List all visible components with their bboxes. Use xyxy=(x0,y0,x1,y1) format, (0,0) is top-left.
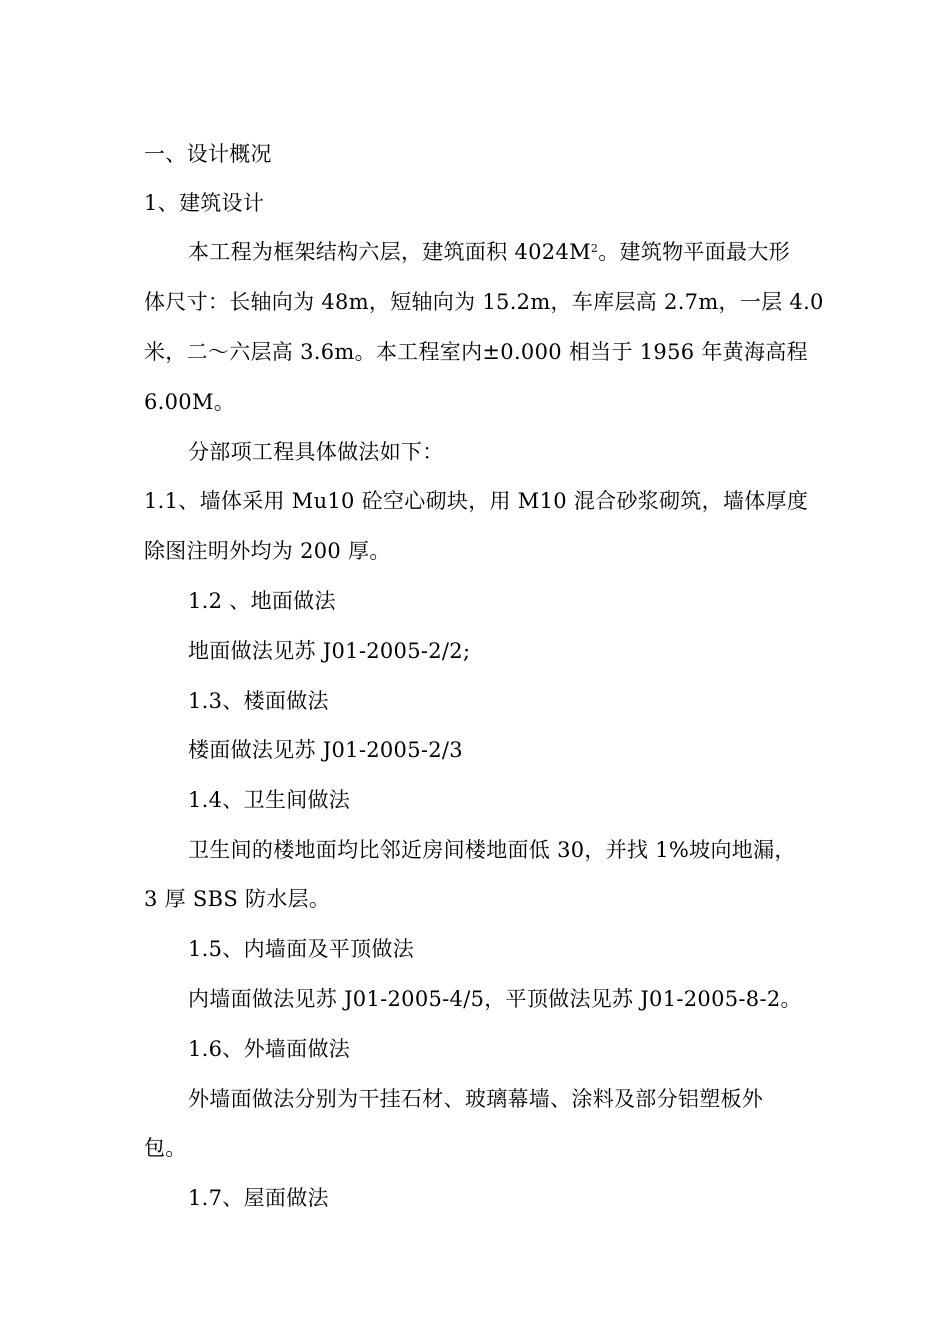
item-heading: 1.2 、地面做法 xyxy=(188,589,336,613)
item-text: 外墙面做法分别为干挂石材、玻璃幕墙、涂料及部分铝塑板外 xyxy=(188,1087,764,1111)
item-heading: 1.4、卫生间做法 xyxy=(188,788,351,812)
paragraph-line: 分部项工程具体做法如下： xyxy=(188,440,444,464)
item-text: 卫生间的楼地面均比邻近房间楼地面低 30，并找 1%坡向地漏， xyxy=(188,838,796,862)
text-run: 。建筑物平面最大形 xyxy=(598,240,790,264)
paragraph-line: 除图注明外均为 200 厚。 xyxy=(144,539,391,563)
item-heading: 1.7、屋面做法 xyxy=(188,1186,329,1210)
paragraph-line: 1.1、墙体采用 Mu10 砼空心砌块，用 M10 混合砂浆砌筑，墙体厚度 xyxy=(144,489,809,513)
section-heading: 一、设计概况 xyxy=(144,142,272,166)
paragraph-line xyxy=(188,238,790,266)
item-heading: 1.3、楼面做法 xyxy=(188,689,329,713)
superscript: 2 xyxy=(590,242,599,255)
paragraph-line: 体尺寸：长轴向为 48m，短轴向为 15.2m，车库层高 2.7m，一层 4.0 xyxy=(144,290,824,314)
item-heading: 1.6、外墙面做法 xyxy=(188,1037,351,1061)
item-text: 内墙面做法见苏 J01-2005-4/5，平顶做法见苏 J01-2005-8-2。 xyxy=(188,987,802,1011)
item-text: 3 厚 SBS 防水层。 xyxy=(144,887,331,911)
paragraph-line: 6.00M。 xyxy=(144,390,236,414)
paragraph-line: 米，二～六层高 3.6m。本工程室内±0.000 相当于 1956 年黄海高程 xyxy=(144,340,808,364)
text-run: 本工程为框架结构六层，建筑面积 4024M xyxy=(188,240,591,264)
item-text: 楼面做法见苏 J01-2005-2/3 xyxy=(188,738,463,762)
item-heading: 1.5、内墙面及平顶做法 xyxy=(188,937,414,961)
item-text: 包。 xyxy=(144,1136,187,1160)
subsection-heading: 1、建筑设计 xyxy=(144,191,265,215)
item-text: 地面做法见苏 J01-2005-2/2; xyxy=(188,639,471,663)
